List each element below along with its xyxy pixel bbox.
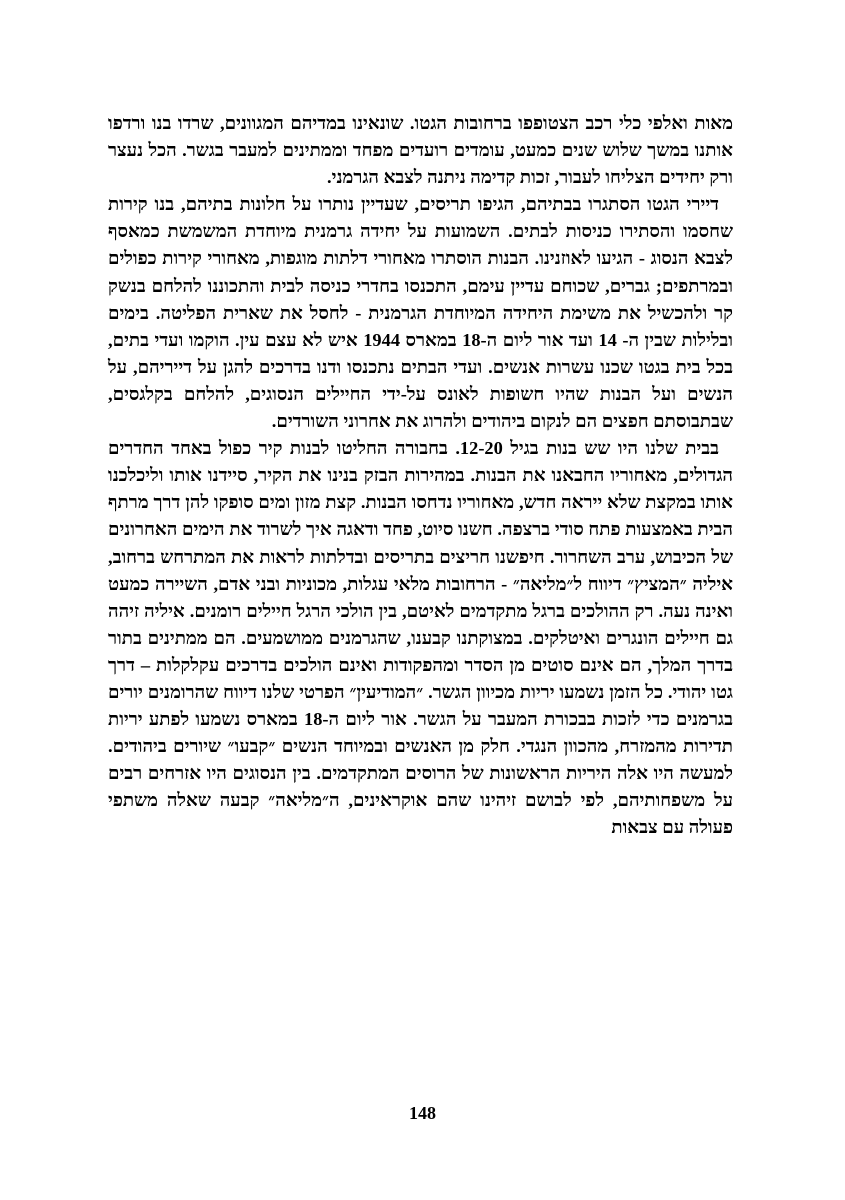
page-number: 148 xyxy=(409,1103,436,1123)
paragraph: בבית שלנו היו שש בנות בגיל 12-20. בחבורה החליטו לבנות קיר כפול באחד החדרים הגדולים, מאחוריו החבאנו את הבנות. במהירות הבזק בנינו את הקיר, סיידנו אותו וליכלכנו אותו במקצת שלא ייראה חדש, מאחוריו נדחסו הבנות. קצת מזון ומים סופקו להן דרך מרתף הבית באמצעות פתח סודי ברצפה. חשנו סיוט, פחד ודאגה איך לשרוד את הימים האחרונים של הכיבוש, ערב השחרור. חיפשנו חריצים בתריסים ובדלתות לראות את המתרחש ברחוב, איליה ״המציץ״ דיווח ל״מליאה״ - הרחובות מלאי עגלות, מכוניות ובני אדם, השיירה כמעט ואינה נעה. רק ההולכים ברגל מתקדמים לאיטם, בין הולכי הרגל חיילים רומנים. איליה זיהה גם חיילים הונגרים ואיטלקים. במצוקתנו קבענו, שהגרמנים ממושמעים. הם ממתינים בתור בדרך המלך, הם אינם סוטים מן הסדר ומהפקודות ואינם הולכים בדרכים עקלקלות – דרך גטו יהודי. כל הזמן נשמעו יריות מכיוון הגשר. ״המודיעין״ הפרטי שלנו דיווח שהרומנים יורים בגרמנים כדי לזכות בבכורת המעבר על הגשר. אור ליום ה-18 במארס נשמעו לפתע יריות תדירות מהמזרח, מהכוון הנגדי. חלק מן האנשים ובמיוחד הנשים ״קבעו״ שיורים ביהודים. למעשה היו אלה היריות הראשונות של הרוסים המתקדמים. בין הנסוגים היו אזרחים רבים על משפחותיהם, לפי לבושם זיהינו שהם אוקראינים, ה״מליאה״ קבעה שאלה משתפי פעולה עם צבאות xyxy=(108,438,733,838)
body-text xyxy=(108,110,733,842)
paragraph: דיירי הגטו הסתגרו בבתיהם, הגיפו תריסים, שעדיין נותרו על חלונות בתיהם, בנו קירות שחסמו והסתירו כניסות לבתים. השמועות על יחידה גרמנית מיוחדת המשמשת כמאסף לצבא הנסוג - הגיעו לאוזנינו. הבנות הוסתרו מאחורי דלתות מוגפות, מאחורי קירות כפולים ובמרתפים; גברים, שכוחם עדיין עימם, התכנסו בחדרי כניסה לבית והתכוננו להלחם בנשק קר ולהכשיל את משימת היחידה המיוחדת הגרמנית - לחסל את שארית הפליטה. בימים ובלילות שבין ה- 14 ועד אור ליום ה-18 במארס 1944 איש לא עצם עין. הוקמו ועדי בתים, בכל בית בגטו שכנו עשרות אנשים. ועדי הבתים נתכנסו ודנו בדרכים להגן על דייריהם, על הנשים ועל הבנות שהיו חשופות לאונס על-ידי החיילים הנסוגים, להלחם בקלגסים, שבתבוסתם חפצים הם לנקום ביהודים ולהרוג את אחרוני השורדים. xyxy=(108,194,733,432)
paragraph: מאות ואלפי כלי רכב הצטופפו ברחובות הגטו. שונאינו במדיהם המגוונים, שרדו בנו ורדפו אותנו במשך שלוש שנים כמעט, עומדים רועדים מפחד וממתינים למעבר בגשר. הכל נעצר ורק יחידים הצליחו לעבור, זכות קדימה ניתנה לצבא הגרמני. xyxy=(108,113,733,188)
